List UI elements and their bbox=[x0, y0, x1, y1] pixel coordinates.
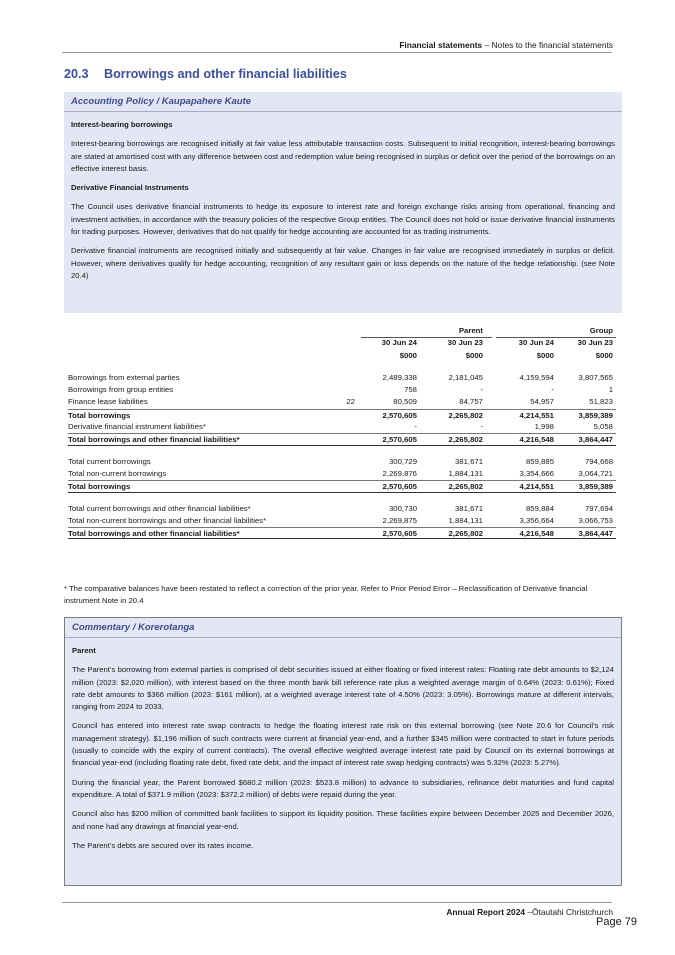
cell-value: - bbox=[480, 385, 483, 395]
cell-value: 4,214,551 bbox=[519, 482, 554, 492]
cell-value: 2,269,875 bbox=[382, 515, 417, 525]
cell-value: 859,884 bbox=[525, 503, 554, 513]
column-header: 30 Jun 23 bbox=[577, 338, 613, 348]
table-date-header bbox=[68, 337, 616, 349]
cell-value: 2,570,605 bbox=[382, 482, 417, 492]
cell-value: 1,998 bbox=[534, 422, 554, 432]
row-label: Total borrowings and other financial liabilities* bbox=[68, 529, 240, 539]
cell-value: 794,668 bbox=[584, 456, 613, 466]
restatement-footnote: * The comparative balances have been restated to reflect a correction of the prior year. Refer to Prior Period Error – Reclassification of Derivative financial instrument Note in 20.4 bbox=[64, 584, 588, 605]
commentary-title: Commentary / Korerotanga bbox=[72, 622, 195, 633]
page-number: Page 79 bbox=[596, 916, 637, 928]
commentary-paragraph: The Parent’s borrowing from external parties is comprised of debt securities issued at either floating or fixed interest rates: Floating rate debt amounts to $2,124 million (2023: $2,020 million), with interest based on the three month bank bill reference rate plus a weighted average margin of 0.64% (2023: 0.61%); Fixed rate debt amounts to $366 million (2023: $161 million), at a weighted average interest rate of 4.50% (2023: 3.05%). Borrowings mature at different intervals, ranging from 2024 to 2033. bbox=[72, 665, 614, 712]
policy-paragraph-derivatives-recognition: Derivative financial instruments are recognised initially and subsequently at fair value. Changes in fair value are recognised immediately in surplus or deficit. However, where derivatives qualify for hedge accounting, recognition of any resultant gain or loss depends on the nature of the hedge relationship. (see Note 20.4) bbox=[71, 246, 615, 280]
table-row bbox=[68, 421, 616, 433]
table-row bbox=[68, 384, 616, 396]
cell-value: - bbox=[480, 422, 483, 432]
cell-value: 54,957 bbox=[530, 397, 554, 407]
cell-value: 797,694 bbox=[584, 503, 613, 513]
cell-value: 3,066,753 bbox=[578, 515, 613, 525]
policy-subheading-borrowings: Interest-bearing borrowings bbox=[71, 120, 173, 129]
table-row-total bbox=[68, 433, 616, 445]
cell-value: 2,570,605 bbox=[382, 529, 417, 539]
accounting-policy-box bbox=[64, 92, 622, 313]
row-label: Borrowings from group entities bbox=[68, 385, 174, 395]
cell-value: 4,216,548 bbox=[519, 529, 554, 539]
cell-value: 3,064,721 bbox=[578, 468, 613, 478]
cell-value: 381,671 bbox=[454, 503, 483, 513]
row-label: Total current borrowings bbox=[68, 456, 151, 466]
report-location: –Ōtautahi Christchurch bbox=[525, 907, 613, 917]
column-unit: $000 bbox=[465, 350, 483, 360]
table-row-total bbox=[68, 409, 616, 421]
cell-value: 84,757 bbox=[459, 397, 483, 407]
cell-value: 2,269,876 bbox=[382, 468, 417, 478]
group-label-group: Group bbox=[589, 326, 613, 335]
cell-value: 3,859,389 bbox=[578, 410, 613, 420]
table-row bbox=[68, 468, 616, 480]
cell-value: 2,570,605 bbox=[382, 410, 417, 420]
column-unit: $000 bbox=[595, 350, 613, 360]
header-divider bbox=[62, 52, 612, 53]
table-row bbox=[68, 372, 616, 384]
table-group-header bbox=[68, 325, 616, 337]
cell-value: 3,354,666 bbox=[519, 468, 554, 478]
commentary-paragraph: Council also has $200 million of committed bank facilities to support its liquidity position. These facilities expire between December 2025 and December 2026, and none had any drawings at financial year-end. bbox=[72, 809, 614, 831]
table-unit-header bbox=[68, 350, 616, 362]
cell-value: 300,730 bbox=[388, 503, 417, 513]
policy-paragraph-derivatives-use: The Council uses derivative financial instruments to hedge its exposure to interest rate and foreign exchange risks arising from operational, financing and investment activities, in accordance with the treasury policies of the respective Group entities. The Council does not hold or issue derivative financial instruments for trading purposes. However, derivatives that do not qualify for hedge accounting are accounted for as trading instruments. bbox=[71, 202, 615, 237]
cell-value: 2,265,802 bbox=[448, 435, 483, 445]
row-label: Total non-current borrowings and other financial liabilities* bbox=[68, 515, 267, 525]
cell-value: 300,729 bbox=[388, 456, 417, 466]
cell-value: 3,356,664 bbox=[519, 515, 554, 525]
note-reference: 22 bbox=[346, 397, 355, 407]
cell-value: 2,570,605 bbox=[382, 435, 417, 445]
table-row bbox=[68, 456, 616, 468]
cell-value: 4,214,551 bbox=[519, 410, 554, 420]
column-header: 30 Jun 24 bbox=[518, 338, 554, 348]
table-row bbox=[68, 396, 616, 408]
commentary-paragraph: Council has entered into interest rate swap contracts to hedge the floating interest rate risk on this external borrowing (see Note 20.6 for Council’s risk management strategy). $1,196 million of such contracts were current at financial year-end, and a further $345 million were contracted to start in future periods (usually to coincide with the expiry of current contracts). The overall effective weighted average interest rate paid by Council on its external borrowings at financial year-end (including floating rate debt, fixed rate debt, and the impact of interest rate swap hedging contracts) was 5.32% (2023: 5.27%). bbox=[72, 721, 614, 768]
table-row bbox=[68, 503, 616, 515]
column-header: 30 Jun 23 bbox=[447, 338, 483, 348]
cell-value: 758 bbox=[404, 385, 417, 395]
cell-value: - bbox=[551, 385, 554, 395]
cell-value: 4,216,548 bbox=[519, 435, 554, 445]
cell-value: 2,181,045 bbox=[448, 372, 483, 382]
page-footer bbox=[446, 907, 613, 917]
column-header: 30 Jun 24 bbox=[381, 338, 417, 348]
cell-value: 5,058 bbox=[593, 422, 613, 432]
cell-value: - bbox=[414, 422, 417, 432]
footer-divider bbox=[62, 902, 612, 903]
table-row-total bbox=[68, 480, 616, 492]
column-unit: $000 bbox=[399, 350, 417, 360]
commentary-title-divider bbox=[65, 637, 621, 638]
row-label: Total borrowings bbox=[68, 410, 131, 420]
cell-value: 1,884,131 bbox=[448, 468, 483, 478]
table-row-total bbox=[68, 527, 616, 539]
policy-title-divider bbox=[64, 111, 622, 112]
header-subsection: – Notes to the financial statements bbox=[482, 40, 613, 50]
table-row bbox=[68, 515, 616, 527]
cell-value: 2,265,802 bbox=[448, 410, 483, 420]
cell-value: 859,885 bbox=[525, 456, 554, 466]
page-header bbox=[399, 40, 613, 50]
row-label: Total non-current borrowings bbox=[68, 468, 167, 478]
cell-value: 80,509 bbox=[393, 397, 417, 407]
policy-subheading-derivatives: Derivative Financial Instruments bbox=[71, 183, 189, 193]
row-label: Total borrowings bbox=[68, 482, 131, 492]
section-number: 20.3 bbox=[64, 67, 89, 81]
cell-value: 1 bbox=[608, 385, 613, 395]
borrowings-table bbox=[68, 325, 616, 539]
row-label: Total borrowings and other financial liabilities* bbox=[68, 435, 240, 445]
commentary-box bbox=[64, 617, 622, 886]
cell-value: 4,159,594 bbox=[519, 372, 554, 382]
row-label: Finance lease liabilities bbox=[68, 397, 148, 407]
column-unit: $000 bbox=[536, 350, 554, 360]
cell-value: 381,671 bbox=[454, 456, 483, 466]
section-heading: Borrowings and other financial liabilities bbox=[104, 67, 347, 81]
row-label: Derivative financial instrument liabilities* bbox=[68, 422, 206, 432]
cell-value: 51,823 bbox=[589, 397, 613, 407]
header-section: Financial statements bbox=[399, 40, 483, 50]
cell-value: 3,807,565 bbox=[578, 372, 613, 382]
cell-value: 2,489,338 bbox=[382, 372, 417, 382]
cell-value: 2,265,802 bbox=[448, 482, 483, 492]
row-label: Total current borrowings and other financial liabilities* bbox=[68, 503, 251, 513]
group-label-parent: Parent bbox=[458, 326, 483, 335]
policy-title: Accounting Policy / Kaupapahere Kaute bbox=[71, 96, 252, 107]
row-label: Borrowings from external parties bbox=[68, 372, 180, 382]
report-title: Annual Report 2024 bbox=[446, 907, 526, 917]
cell-value: 3,859,389 bbox=[578, 482, 613, 492]
cell-value: 1,884,131 bbox=[448, 515, 483, 525]
policy-paragraph-borrowings: Interest-bearing borrowings are recognised initially at fair value less attributable transaction costs. Subsequent to initial recognition, interest-bearing borrowings are stated at amortised cost with any difference between cost and redemption value being recognised in surplus or deficit over the period of the borrowings on an effective interest basis. bbox=[71, 139, 615, 173]
section-title bbox=[64, 67, 347, 81]
commentary-paragraph: During the financial year, the Parent borrowed $680.2 million (2023: $523.8 million) to advance to subsidiaries, refinance debt maturities and fund capital expenditure. A total of $371.9 million (2023: $372.2 million) of debts were repaid during the year. bbox=[72, 777, 614, 799]
cell-value: 3,864,447 bbox=[578, 435, 613, 445]
commentary-paragraph: The Parent’s debts are secured over its rates income. bbox=[72, 840, 254, 850]
commentary-subheading-parent: Parent bbox=[72, 646, 96, 655]
cell-value: 3,864,447 bbox=[578, 529, 613, 539]
cell-value: 2,265,802 bbox=[448, 529, 483, 539]
